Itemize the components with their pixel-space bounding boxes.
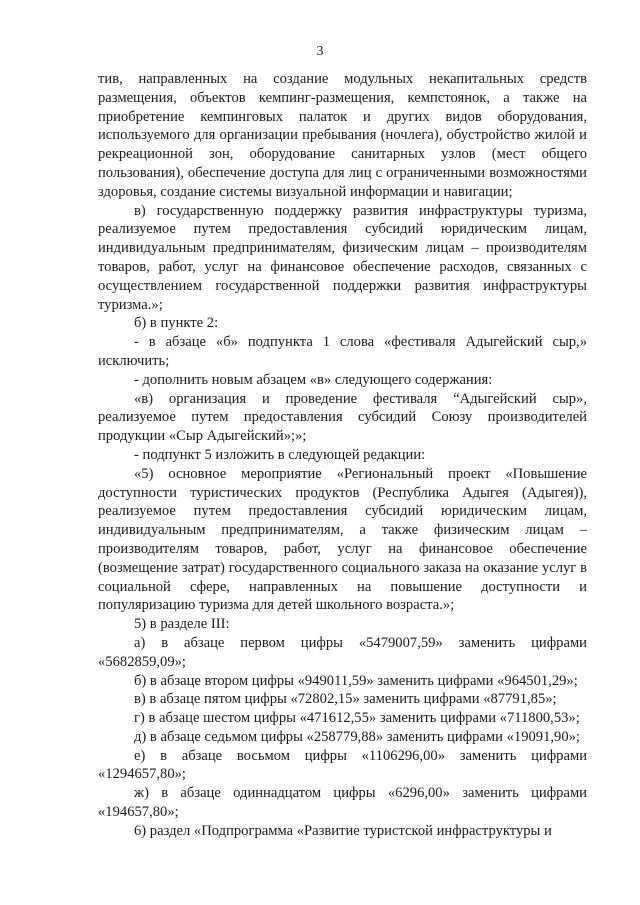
document-body <box>98 70 587 841</box>
paragraph-change-d: д) в абзаце седьмом цифры «258779,88» заменить цифрами «19091,90»; <box>134 728 580 745</box>
page-number: 3 <box>316 44 324 59</box>
paragraph-change-v: в) в абзаце пятом цифры «72802,15» заменить цифрами «87791,85»; <box>134 691 557 708</box>
paragraph-item-v: в) государственную поддержку развития инфраструктуры туризма, реализуемое путем предоставления субсидий юридическим лицам, индивидуальным предпринимателям, физическим лицам – производителям товаров, работ, услуг на финансовое обеспечение расходов, связанных с осуществлением государственной поддержки развития инфраструктуры туризма.»; <box>98 202 587 313</box>
paragraph-section-subprogram: 6) раздел «Подпрограмма «Развитие туристской инфраструктуры и <box>134 822 552 839</box>
paragraph-exclude-festival: - в абзаце «б» подпункта 1 слова «фестиваля Адыгейский сыр,» исключить; <box>98 334 587 369</box>
paragraph-new-v-content: «в) организация и проведение фестиваля “Адыгейский сыр», реализуемое путем предоставления субсидий Союзу производителей продукции «Сыр Адыгейский»;»; <box>98 390 587 445</box>
paragraph-item-b-point-2: б) в пункте 2: <box>134 315 219 332</box>
paragraph-section-iii: 5) в разделе III: <box>134 616 230 633</box>
paragraph-add-new-v: - дополнить новым абзацем «в» следующего содержания: <box>134 371 493 388</box>
paragraph-change-zh: ж) в абзаце одиннадцатом цифры «6296,00» заменить цифрами «194657,80»; <box>98 785 587 821</box>
paragraph-change-a: а) в абзаце первом цифры «5479007,59» заменить цифрами «5682859,09»; <box>98 634 587 670</box>
paragraph-change-e: е) в абзаце восьмом цифры «1106296,00» заменить цифрами «1294657,80»; <box>98 747 587 783</box>
paragraph-continuation: тив, направленных на создание модульных некапитальных средств размещения, объектов кемпинг-размещения, кемпстоянок, а также на приобретение кемпинговых палаток и других видов оборудования, используемого для организации пребывания (ночлега), обустройство жилой и рекреационной зон, оборудование санитарных узлов (мест общего пользования), обеспечение доступа для лиц с ограниченными возможностями здоровья, создание системы визуальной информации и навигации; <box>98 71 587 200</box>
paragraph-change-b: б) в абзаце втором цифры «949011,59» заменить цифрами «964501,29»; <box>134 672 578 689</box>
paragraph-subpoint-5-content: «5) основное мероприятие «Региональный проект «Повышение доступности туристических продуктов (Республика Адыгея (Адыгея)), реализуемое путем предоставления субсидий юридическим лицам, индивидуальным предпринимателям, а также физическим лицам – производителям товаров, работ, услуг на финансовое обеспечение (возмещение затрат) государственного социального заказа на оказание услуг в социальной сфере, направленных на повышение доступности и популяризацию туризма для детей школьного возраста.»; <box>98 465 587 614</box>
paragraph-change-g: г) в абзаце шестом цифры «471612,55» заменить цифрами «711800,53»; <box>134 710 580 727</box>
paragraph-subpoint-5: - подпункт 5 изложить в следующей редакции: <box>134 446 426 463</box>
